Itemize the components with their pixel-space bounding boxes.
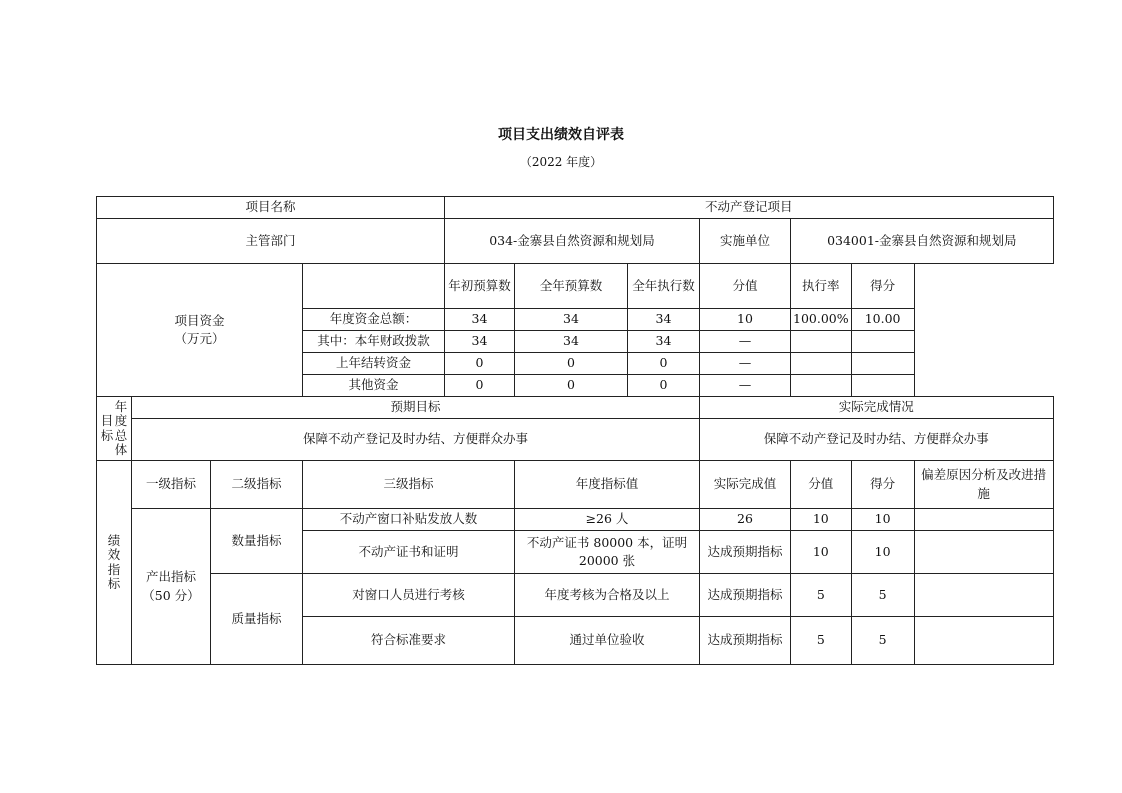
funds-row-annual: 0 [515,353,628,375]
indicator-score: 5 [851,617,914,665]
indicator-deviation [914,531,1053,574]
funds-label: 项目资金 [174,312,225,328]
funds-row-score-value: — [700,353,791,375]
funds-row-score-value: — [700,331,791,353]
funds-header-annual: 全年预算数 [515,264,628,309]
level2-quality: 质量指标 [211,574,303,665]
funds-row-label: 其中：本年财政拨款 [303,331,445,353]
funds-row-executed: 0 [628,353,700,375]
ind-header-score: 得分 [851,461,914,509]
funds-header-executed: 全年执行数 [628,264,700,309]
goals-side-label-a: 年度总体 [114,398,128,457]
indicator-actual-value: 26 [700,509,791,531]
funds-row-rate: 100.00% [791,309,852,331]
indicator-level3: 不动产证书和证明 [303,531,515,574]
indicator-actual-value: 达成预期指标 [700,617,791,665]
funds-row-initial: 34 [445,309,515,331]
level1-output-points: （50 分） [142,587,200,603]
project-name-label: 项目名称 [97,197,445,219]
dept-label: 主管部门 [97,219,445,264]
page-subtitle: （2022 年度） [519,155,603,169]
funds-row-annual: 0 [515,375,628,397]
indicator-level3: 对窗口人员进行考核 [303,574,515,617]
funds-row-executed: 34 [628,331,700,353]
ind-header-level1: 一级指标 [132,461,211,509]
indicator-score-value: 10 [791,531,852,574]
funds-row-label: 其他资金 [303,375,445,397]
level1-output: 产出指标 [145,569,196,585]
goals-header-row [97,397,1054,419]
funds-row-score: 10.00 [851,309,914,331]
impl-label: 实施单位 [700,219,791,264]
funds-header-initial: 年初预算数 [445,264,515,309]
funds-unit: （万元） [174,331,225,346]
indicator-score-value: 10 [791,509,852,531]
ind-header-level3: 三级指标 [303,461,515,509]
funds-row-initial: 34 [445,331,515,353]
indicator-deviation [914,574,1053,617]
indicator-deviation [914,617,1053,665]
funds-row-executed: 34 [628,309,700,331]
level2-quantity: 数量指标 [211,509,303,574]
indicator-actual-value: 达成预期指标 [700,531,791,574]
funds-header-row [97,264,1054,309]
funds-row-annual: 34 [515,331,628,353]
funds-row-score-value: 10 [700,309,791,331]
goals-side-label [97,397,132,461]
indicator-annual-value: ≥26 人 [515,509,700,531]
impl-value: 034001-金寨县自然资源和规划局 [791,219,1054,264]
indicator-row [97,574,1054,617]
ind-header-annual-value: 年度指标值 [515,461,700,509]
department-row [97,219,1054,264]
funds-row-label: 年度资金总额： [303,309,445,331]
indicator-level3: 不动产窗口补贴发放人数 [303,509,515,531]
funds-header-score-value: 分值 [700,264,791,309]
goals-expected: 保障不动产登记及时办结、方便群众办事 [132,419,700,461]
funds-row-annual: 34 [515,309,628,331]
indicator-actual-value: 达成预期指标 [700,574,791,617]
indicator-score: 10 [851,531,914,574]
indicator-level3: 符合标准要求 [303,617,515,665]
ind-header-actual-value: 实际完成值 [700,461,791,509]
funds-header-score: 得分 [851,264,914,309]
indicator-annual-value: 通过单位验收 [515,617,700,665]
indicator-annual-value: 年度考核为合格及以上 [515,574,700,617]
indicators-header-row [97,461,1054,509]
funds-row-label: 上年结转资金 [303,353,445,375]
funds-row-score-value: — [700,375,791,397]
goals-actual-header: 实际完成情况 [700,397,1054,419]
indicator-score-value: 5 [791,574,852,617]
performance-table [96,196,1054,665]
project-name-row [97,197,1054,219]
funds-row-initial: 0 [445,353,515,375]
indicators-side-label [97,461,132,665]
goals-content-row [97,419,1054,461]
indicator-score: 10 [851,509,914,531]
funds-row-initial: 0 [445,375,515,397]
project-name-value: 不动产登记项目 [445,197,1054,219]
indicator-row [97,509,1054,531]
dept-value: 034-金寨县自然资源和规划局 [445,219,700,264]
funds-row-score [851,331,914,353]
funds-row-rate [791,375,852,397]
funds-row-rate [791,353,852,375]
funds-row-score [851,353,914,375]
ind-header-level2: 二级指标 [211,461,303,509]
indicator-score-value: 5 [791,617,852,665]
ind-header-score-value: 分值 [791,461,852,509]
goals-expected-header: 预期目标 [132,397,700,419]
page-title: 项目支出绩效自评表 [498,127,624,143]
indicator-annual-value: 不动产证书 80000 本，证明 20000 张 [515,531,700,574]
indicators-side-label-text: 绩效指标 [107,532,121,591]
funds-header-blank [303,264,445,309]
level1-output-cell [132,509,211,665]
funds-label-cell [97,264,303,397]
funds-row-rate [791,331,852,353]
funds-row-score [851,375,914,397]
funds-row-executed: 0 [628,375,700,397]
indicator-score: 5 [851,574,914,617]
ind-header-deviation: 偏差原因分析及改进措施 [914,461,1053,509]
goals-actual: 保障不动产登记及时办结、方便群众办事 [700,419,1054,461]
goals-side-label-b: 目标 [100,413,114,443]
funds-header-rate: 执行率 [791,264,852,309]
indicator-deviation [914,509,1053,531]
